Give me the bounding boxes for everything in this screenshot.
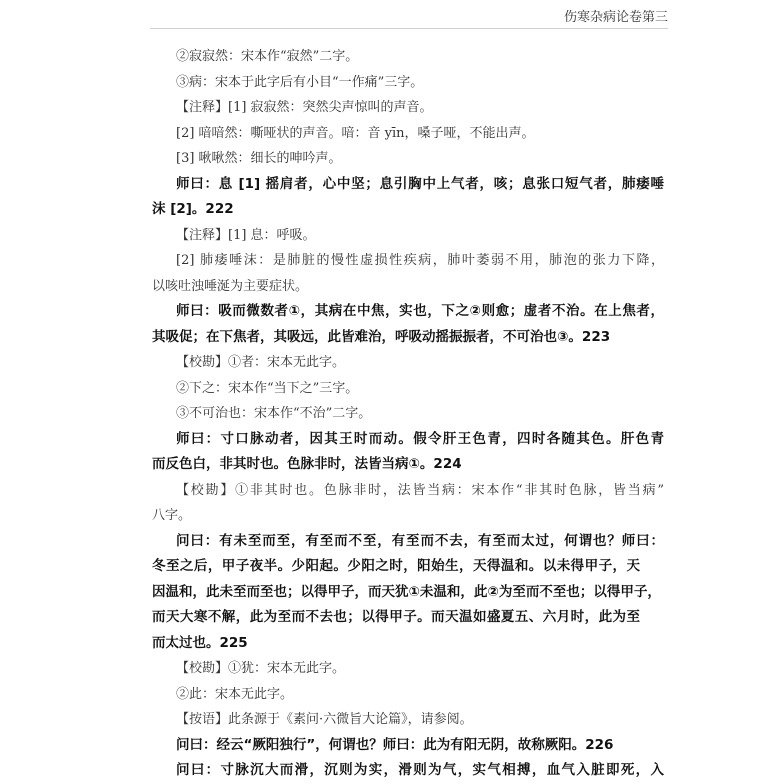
annotation-line: 【校勘】①者：宋本无此字。 xyxy=(176,355,346,370)
main-text-line: 冬至之后，甲子夜半。少阳起。少阳之时，阳始生，天得温和。以未得甲子，天 xyxy=(152,558,640,574)
annotation-line: ②寂寂然：宋本作“寂然”二字。 xyxy=(176,49,359,64)
annotation-line: 【校勘】①非其时也。色脉非时，法皆当病：宋本作“非其时色脉，皆当病” xyxy=(176,482,664,498)
header-divider xyxy=(150,28,668,29)
running-header-title: 伤寒杂病论卷第三 xyxy=(563,10,668,25)
annotation-line: [2] 肺痿唾沫：是肺脏的慢性虚损性疾病，肺叶萎弱不用，肺泡的张力下降， xyxy=(176,253,664,268)
annotation-line: [3] 啾啾然：细长的呻吟声。 xyxy=(176,151,342,166)
annotation-line: 以咳吐浊唾涎为主要症状。 xyxy=(152,278,309,294)
main-text-line: 而太过也。225 xyxy=(152,634,248,651)
main-text-line: 问曰：经云“厥阳独行”，何谓也？师曰：此为有阳无阴，故称厥阳。226 xyxy=(176,736,614,753)
annotation-line: ③病：宋本于此字后有小目“一作痛”三字。 xyxy=(176,74,424,90)
annotation-line: 【按语】此条源于《素问·六微旨大论篇》，请参阅。 xyxy=(176,712,473,727)
main-text-line: 沫 [2]。222 xyxy=(152,201,234,217)
main-text-line: 其吸促；在下焦者，其吸远，此皆难治，呼吸动摇振振者，不可治也③。223 xyxy=(152,328,611,345)
main-text-line: 问曰：寸脉沉大而滑，沉则为实，滑则为气，实气相搏，血气入脏即死，入 xyxy=(176,762,664,778)
annotation-line: [2] 喑喑然：嘶哑状的声音。喑：音 yīn，嗓子哑，不能出声。 xyxy=(176,125,535,141)
main-text-line: 问曰：有未至而至，有至而不至，有至而不去，有至而太过，何谓也？师曰： xyxy=(176,532,664,549)
main-text-line: 而天大寒不解，此为至而不去也；以得甲子。而天温如盛夏五、六月时，此为至 xyxy=(152,609,640,625)
annotation-line: 【注释】[1] 息：呼吸。 xyxy=(176,227,316,243)
annotation-line: 【校勘】①犹：宋本无此字。 xyxy=(176,661,346,676)
annotation-line: ②下之：宋本作“当下之”三字。 xyxy=(176,380,359,396)
annotation-line: 八字。 xyxy=(152,508,192,523)
page-body xyxy=(152,44,664,784)
annotation-line: ②此：宋本无此字。 xyxy=(176,686,294,702)
main-text-line: 因温和，此未至而至也；以得甲子，而天犹①未温和，此②为至而不至也；以得甲子， xyxy=(152,583,661,600)
annotation-line: 【注释】[1] 寂寂然：突然尖声惊叫的声音。 xyxy=(176,100,433,115)
annotation-line: ③不可治也：宋本作“不治”二字。 xyxy=(176,406,372,421)
main-text-line: 而反色白，非其时也。色脉非时，法皆当病①。224 xyxy=(152,456,462,472)
main-text-line: 师曰：息 [1] 摇肩者，心中坚；息引胸中上气者，咳；息张口短气者，肺痿唾 xyxy=(176,175,664,192)
main-text-line: 师曰：寸口脉动者，因其王时而动。假令肝王色青，四时各随其色。肝色青 xyxy=(176,430,664,447)
main-text-line: 师曰：吸而微数者①，其病在中焦，实也，下之②则愈；虚者不治。在上焦者， xyxy=(176,303,664,319)
